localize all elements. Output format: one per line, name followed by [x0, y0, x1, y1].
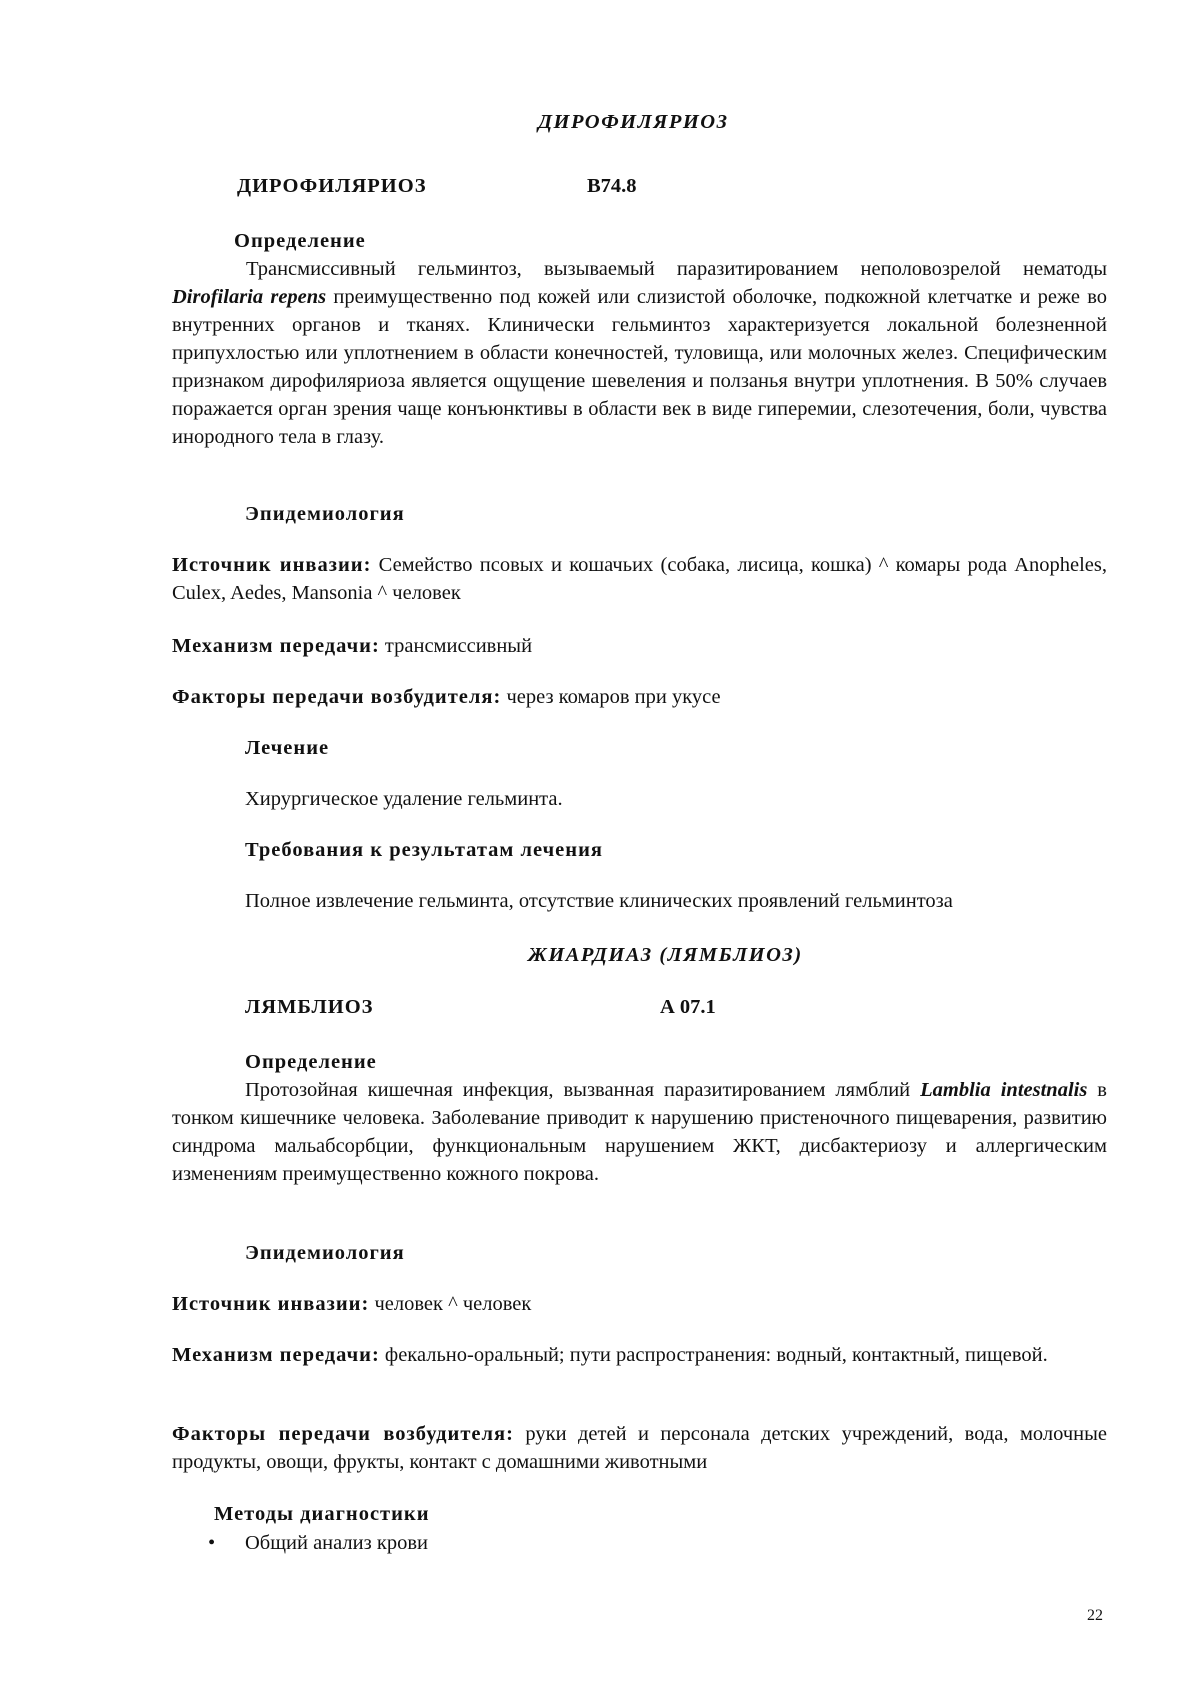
list-item: • Общий анализ крови: [208, 1529, 428, 1557]
disease-code: А 07.1: [660, 996, 716, 1018]
definition-paragraph: Трансмиссивный гельминтоз, вызываемый паразитированием неполовозрелой нематоды Dirofilaria repens преимущественно под кожей или слизистой оболочке, подкожной клетчатке и реже во внутренних органов и тканях. Клинически гельминтоз характеризуется локальной болезненной припухлостью или уплотнением в области конечностей, туловища, или молочных желез. Специфическим признаком дирофиляриоза является ощущение шевеления и ползанья внутри уплотнения. В 50% случаев поражается орган зрения чаще конъюнктивы в области век в виде гиперемии, слезотечения, боли, чувства инородного тела в глазу.: [172, 258, 1107, 448]
mechanism-paragraph: Механизм передачи: фекально-оральный; пути распространения: водный, контактный, пищевой.: [172, 1344, 1048, 1366]
disease-code: В74.8: [587, 175, 637, 197]
epidemiology-heading: Эпидемиология: [245, 503, 405, 525]
page-number: 22: [1087, 1607, 1103, 1624]
source-paragraph: Источник инвазии: Семейство псовых и кошачьих (собака, лисица, кошка) ^ комары рода Anopheles, Culex, Aedes, Mansonia ^ человек: [172, 554, 1107, 604]
definition-heading: Определение: [245, 1051, 377, 1073]
definition-heading: Определение: [234, 230, 366, 252]
treatment-text: Хирургическое удаление гельминта.: [245, 788, 563, 810]
source-paragraph: Источник инвазии: человек ^ человек: [172, 1293, 532, 1315]
treatment-heading: Лечение: [245, 737, 330, 759]
factors-paragraph: Факторы передачи возбудителя: через комаров при укусе: [172, 686, 721, 708]
requirements-heading: Требования к результатам лечения: [245, 839, 603, 861]
requirements-text: Полное извлечение гельминта, отсутствие клинических проявлений гельминтоза: [245, 890, 953, 912]
disease-name: ДИРОФИЛЯРИОЗ: [237, 175, 427, 197]
section-title-giardiasis: ЖИАРДИАЗ (ЛЯМБЛИОЗ): [528, 944, 803, 966]
mechanism-paragraph: Механизм передачи: трансмиссивный: [172, 635, 533, 657]
latin-name: Lamblia intestnalis: [920, 1079, 1088, 1101]
factors-paragraph: Факторы передачи возбудителя: руки детей и персонала детских учреждений, вода, молочные продукты, овощи, фрукты, контакт с домашними животными: [172, 1423, 1108, 1473]
diagnostics-list: [208, 1529, 428, 1557]
definition-paragraph: Протозойная кишечная инфекция, вызванная паразитированием лямблий Lamblia intestnalis в тонком кишечнике человека. Заболевание приводит к нарушению пристеночного пищеварения, развитию синдрома мальабсорбции, функциональным нарушением ЖКТ, дисбактериозу и аллергическим изменениям преимущественно кожного покрова.: [172, 1079, 1107, 1185]
epidemiology-heading: Эпидемиология: [245, 1242, 405, 1264]
latin-name: Dirofilaria repens: [172, 286, 327, 308]
disease-name: ЛЯМБЛИОЗ: [245, 996, 374, 1018]
diagnostics-heading: Методы диагностики: [214, 1503, 430, 1525]
section-title-dirofilariasis: ДИРОФИЛЯРИОЗ: [538, 111, 729, 133]
bullet-icon: •: [208, 1532, 216, 1554]
